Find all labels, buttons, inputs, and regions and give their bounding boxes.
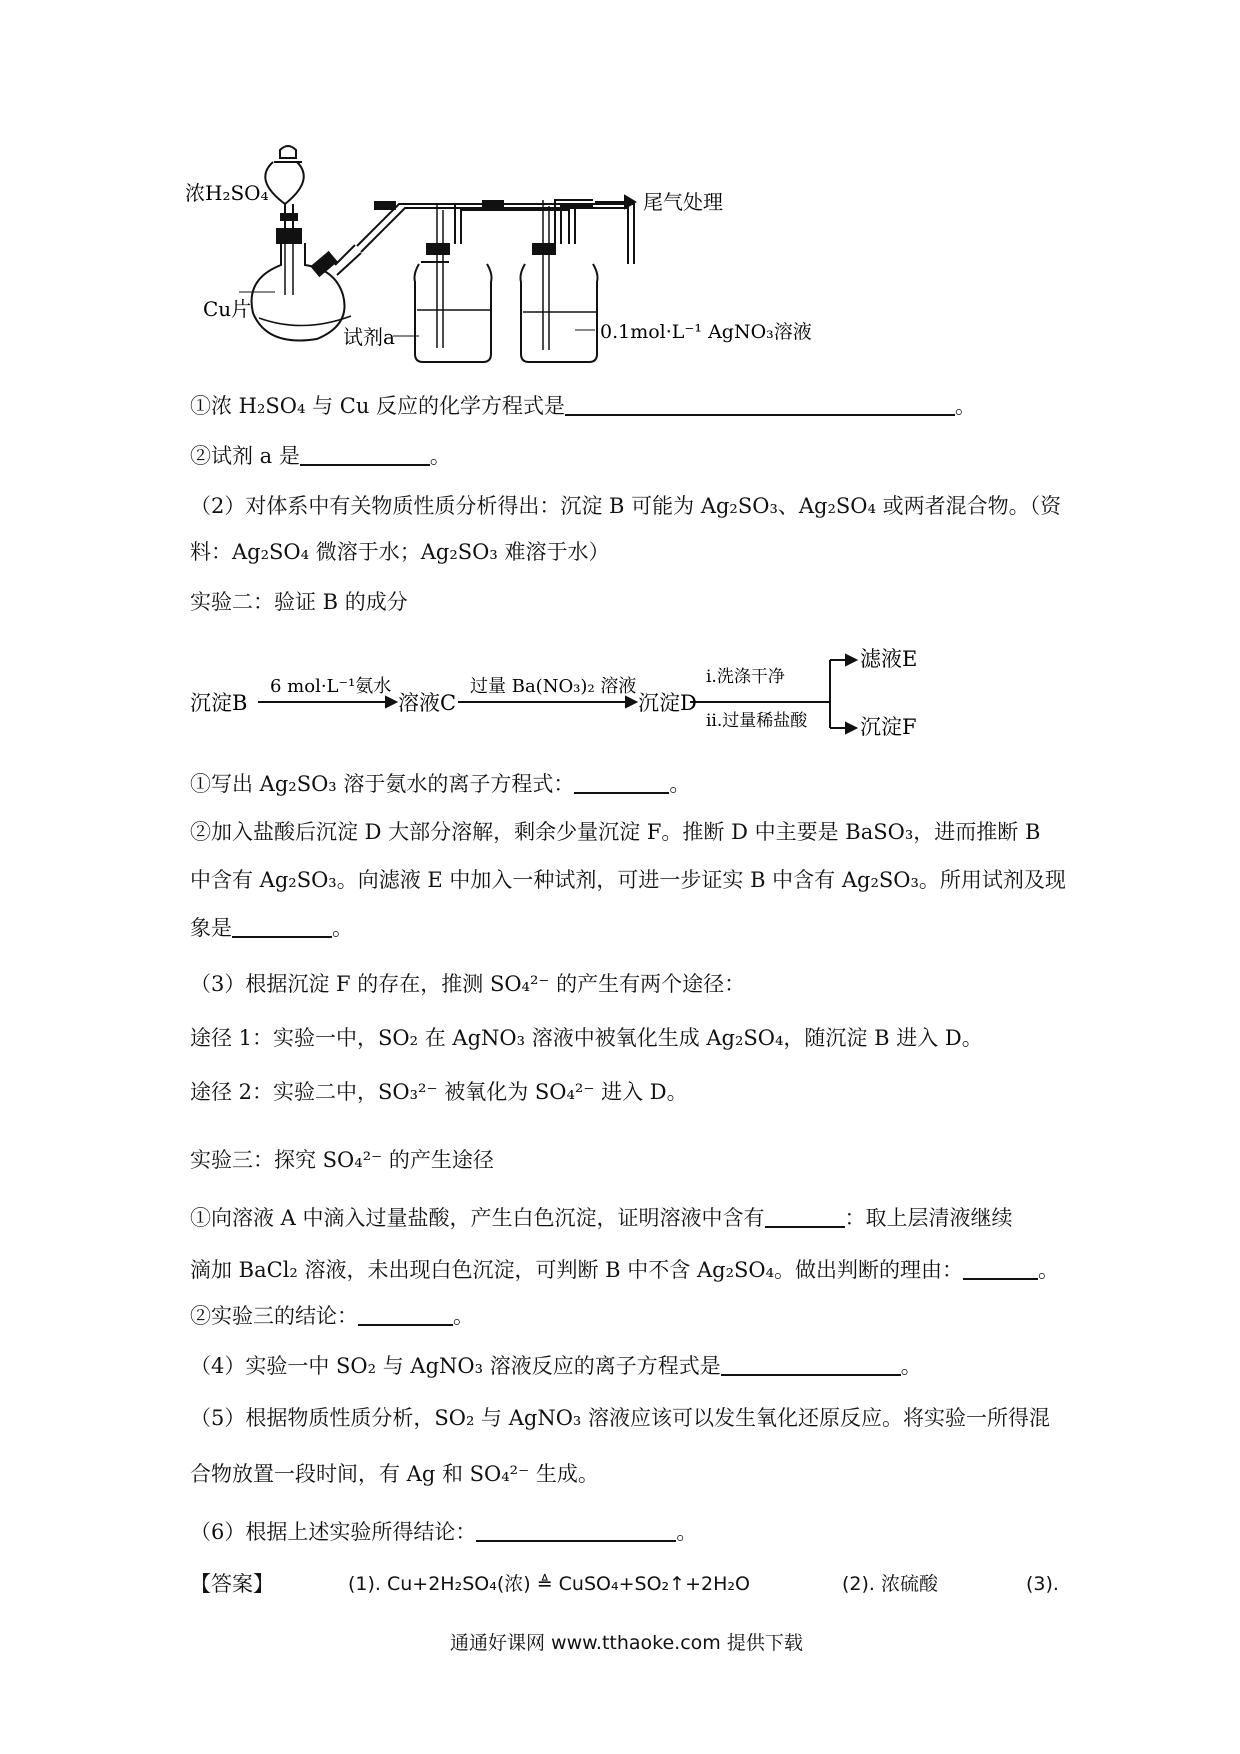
q6-text: （6）根据上述实验所得结论：: [190, 1520, 477, 1544]
q3-path-2: 途径 2：实验二中，SO₃²⁻ 被氧化为 SO₄²⁻ 进入 D。: [190, 1080, 688, 1104]
label-reagent-a: 试剂a: [343, 325, 395, 349]
flow-diagram: [190, 630, 950, 740]
q1-item-2: [190, 442, 451, 470]
exp2-item-2-line3-text: 象是: [190, 916, 232, 940]
exp2-title: 实验二：验证 B 的成分: [190, 590, 408, 614]
q1-item-2-text: ②试剂 a 是: [190, 444, 300, 468]
exp3-item-2: [190, 1302, 474, 1330]
period: 。: [429, 444, 451, 468]
gas-washing-bottle-1: [415, 262, 492, 362]
funnel-stopper: [280, 146, 296, 158]
exp3-item-2-text: ②实验三的结论：: [190, 1304, 358, 1328]
flow-solution-c: 溶液C: [398, 691, 457, 715]
apparatus-diagram: [185, 140, 865, 370]
answer-blank[interactable]: [300, 444, 430, 466]
q4-text: （4）实验一中 SO₂ 与 AgNO₃ 溶液反应的离子方程式是: [190, 1354, 721, 1378]
exp3-title: 实验三：探究 SO₄²⁻ 的产生途径: [190, 1148, 494, 1172]
period: 。: [955, 394, 977, 418]
label-agno3-solution: 0.1mol·L⁻¹ AgNO₃溶液: [600, 321, 812, 343]
answer-blank[interactable]: [232, 916, 332, 938]
exp2-item-2-line1: ②加入盐酸后沉淀 D 大部分溶解，剩余少量沉淀 F。推断 D 中主要是 BaSO₃，进而推断 B: [190, 820, 1041, 844]
flow-filtrate-e: 滤液E: [860, 647, 918, 671]
exp2-item-2-line3: [190, 914, 353, 942]
flow-step-hcl: ii.过量稀盐酸: [706, 711, 808, 731]
q2-intro-line2: 料：Ag₂SO₄ 微溶于水；Ag₂SO₃ 难溶于水）: [190, 540, 610, 564]
page-footer: 通通好课网 www.tthaoke.com 提供下载: [450, 1632, 803, 1654]
answer-blank[interactable]: [721, 1354, 901, 1376]
period: 。: [900, 1354, 922, 1378]
q5-line2: 合物放置一段时间，有 Ag 和 SO₄²⁻ 生成。: [190, 1462, 599, 1486]
q3-intro: （3）根据沉淀 F 的存在，推测 SO₄²⁻ 的产生有两个途径：: [190, 972, 746, 996]
answer-1: (1). Cu+2H₂SO₄(浓) ≜ CuSO₄+SO₂↑+2H₂O: [348, 1573, 750, 1595]
answer-3: (3).: [1026, 1573, 1059, 1595]
answer-blank[interactable]: [476, 1520, 676, 1542]
answer-blank[interactable]: [358, 1304, 453, 1326]
exp3-item-1-line2: [190, 1256, 1059, 1284]
q6: [190, 1518, 697, 1546]
exp2-item-1: [190, 770, 690, 798]
answer-blank[interactable]: [963, 1258, 1038, 1280]
separatory-funnel: [265, 162, 303, 204]
answer-blank[interactable]: [565, 394, 955, 416]
flow-step-wash: i.洗涤干净: [706, 667, 785, 687]
q5-line1: （5）根据物质性质分析，SO₂ 与 AgNO₃ 溶液应该可以发生氧化还原反应。将实验一所得混: [190, 1406, 1051, 1430]
answer-blank[interactable]: [574, 772, 669, 794]
q1-item-1: [190, 392, 976, 420]
period: 。: [332, 916, 353, 940]
period: 。: [1038, 1258, 1060, 1282]
flow-precipitate-b: 沉淀B: [190, 691, 248, 715]
answer-blank[interactable]: [765, 1206, 845, 1228]
label-conc-h2so4: 浓H₂SO₄: [185, 181, 269, 205]
flow-reagent-bano3: 过量 Ba(NO₃)₂ 溶液: [470, 676, 637, 697]
flow-precipitate-d: 沉淀D: [638, 691, 697, 715]
flow-reagent-ammonia: 6 mol·L⁻¹氨水: [270, 676, 392, 697]
answer-label: 【答案】: [190, 1572, 274, 1596]
label-tail-gas: 尾气处理: [643, 190, 723, 214]
connecting-tube-1: [357, 204, 634, 264]
answer-2: (2). 浓硫酸: [842, 1573, 938, 1595]
period: 。: [669, 772, 691, 796]
period: 。: [676, 1520, 698, 1544]
q1-item-1-text: ①浓 H₂SO₄ 与 Cu 反应的化学方程式是: [190, 394, 566, 418]
flow-precipitate-f: 沉淀F: [860, 715, 917, 739]
q3-path-1: 途径 1：实验一中，SO₂ 在 AgNO₃ 溶液中被氧化生成 Ag₂SO₄，随沉淀 B 进入 D。: [190, 1026, 983, 1050]
exp2-item-2-line2: 中含有 Ag₂SO₃。向滤液 E 中加入一种试剂，可进一步证实 B 中含有 Ag₂SO₃。所用试剂及现: [190, 868, 1066, 892]
exp2-item-1-text: ①写出 Ag₂SO₃ 溶于氨水的离子方程式：: [190, 772, 575, 796]
label-cu-piece: Cu片: [203, 297, 252, 321]
exp3-item-1-text-a: ①向溶液 A 中滴入过量盐酸，产生白色沉淀，证明溶液中含有: [190, 1206, 765, 1230]
q2-intro-line1: （2）对体系中有关物质性质分析得出：沉淀 B 可能为 Ag₂SO₃、Ag₂SO₄ 或两者混合物。（资: [190, 494, 1062, 518]
exp3-item-1-line2-text: 滴加 BaCl₂ 溶液，未出现白色沉淀，可判断 B 中不含 Ag₂SO₄。做出判断的理由：: [190, 1258, 964, 1282]
gas-washing-bottle-2: [521, 264, 598, 362]
period: 。: [453, 1304, 474, 1328]
exp3-item-1-text-b: ：取上层清液继续: [844, 1206, 1013, 1230]
exp3-item-1-line1: [190, 1204, 1013, 1232]
q4: [190, 1352, 922, 1380]
